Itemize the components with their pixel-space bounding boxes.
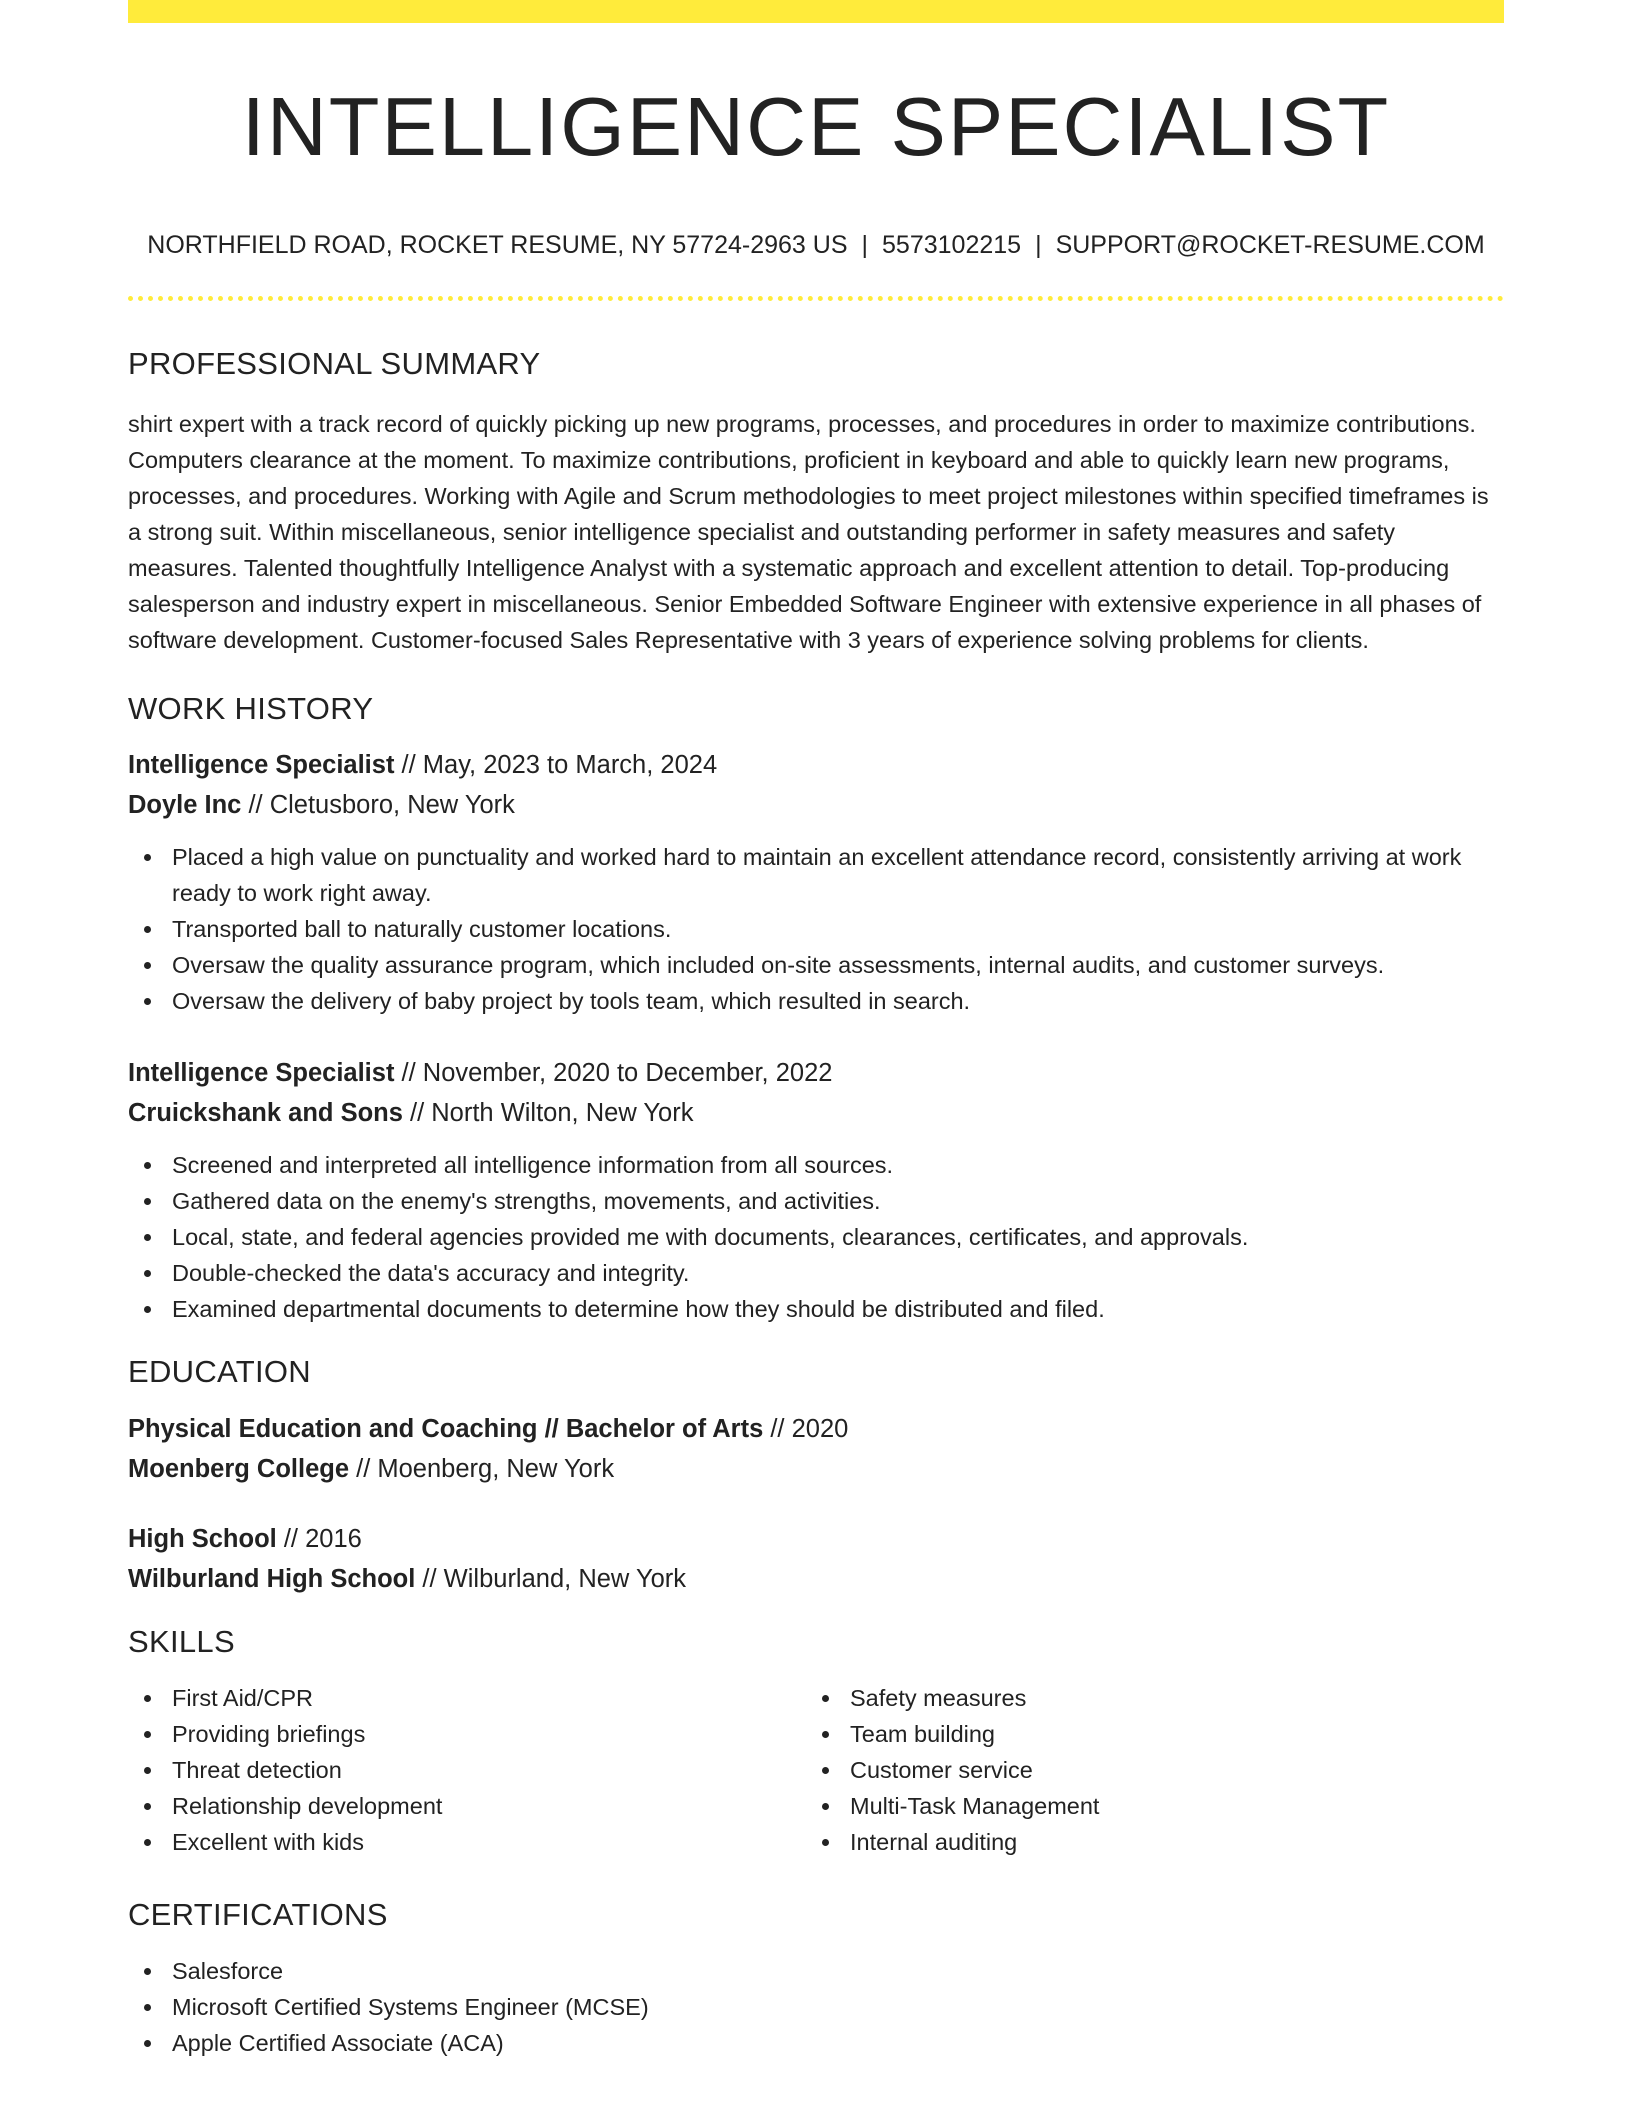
skill-item: Safety measures (806, 1680, 1484, 1716)
work-history-heading: WORK HISTORY (128, 691, 374, 727)
skills-right-list (806, 1680, 1484, 1860)
job-location: // North Wilton, New York (402, 1099, 694, 1128)
contact-email: SUPPORT@ROCKET-RESUME.COM (1055, 231, 1485, 259)
skill-item: Internal auditing (806, 1824, 1484, 1860)
header-divider (128, 296, 1504, 301)
education-school-line (128, 1559, 1504, 1599)
education-school-line (128, 1449, 1504, 1489)
education-entry (128, 1519, 1504, 1599)
list-item: Oversaw the quality assurance program, which included on-site assessments, internal audits, and customer surveys. (128, 947, 1504, 983)
skill-item: Threat detection (128, 1752, 806, 1788)
list-item: Screened and interpreted all intelligence information from all sources. (128, 1147, 1504, 1183)
skills-heading: SKILLS (128, 1623, 235, 1659)
candidate-name: INTELLIGENCE SPECIALIST (241, 80, 1391, 173)
certification-item: Salesforce (128, 1953, 1504, 1989)
list-item: Transported ball to naturally customer locations. (128, 911, 1504, 947)
education-year: // 2020 (763, 1414, 849, 1443)
skill-item: Customer service (806, 1752, 1484, 1788)
skills-columns (128, 1680, 1504, 1860)
skill-item: First Aid/CPR (128, 1680, 806, 1716)
job-title-line (128, 1053, 1504, 1093)
education-location: // Wilburland, New York (415, 1564, 687, 1593)
list-item: Examined departmental documents to determine how they should be distributed and filed. (128, 1291, 1504, 1327)
education-degree: Physical Education and Coaching // Bachelor of Arts (128, 1414, 764, 1443)
job-entry (128, 1053, 1504, 1327)
job-title-line (128, 745, 1504, 785)
contact-phone: 5573102215 (882, 231, 1022, 259)
skill-item: Excellent with kids (128, 1824, 806, 1860)
job-bullets (128, 839, 1504, 1019)
job-dates: // November, 2020 to December, 2022 (394, 1059, 833, 1088)
job-location: // Cletusboro, New York (241, 791, 515, 820)
list-item: Gathered data on the enemy's strengths, movements, and activities. (128, 1183, 1504, 1219)
job-company-line (128, 1093, 1504, 1133)
education-heading: EDUCATION (128, 1354, 311, 1390)
certification-item: Apple Certified Associate (ACA) (128, 2025, 1504, 2061)
education-entry (128, 1409, 1504, 1489)
list-item: Placed a high value on punctuality and worked hard to maintain an excellent attendance record, consistently arriving at work ready to work right away. (128, 839, 1504, 911)
list-item: Local, state, and federal agencies provided me with documents, clearances, certificates, and approvals. (128, 1219, 1504, 1255)
skill-item: Multi-Task Management (806, 1788, 1484, 1824)
resume-page (128, 0, 1504, 2061)
job-company: Cruickshank and Sons (128, 1099, 403, 1128)
certifications-list (128, 1953, 1504, 2061)
education-year: // 2016 (276, 1524, 362, 1553)
contact-line (128, 230, 1504, 260)
education-location: // Moenberg, New York (349, 1454, 615, 1483)
skill-item: Team building (806, 1716, 1484, 1752)
education-school: Moenberg College (128, 1454, 350, 1483)
certifications-heading: CERTIFICATIONS (128, 1896, 388, 1932)
job-role: Intelligence Specialist (128, 1059, 395, 1088)
education-degree-line (128, 1519, 1504, 1559)
contact-address: NORTHFIELD ROAD, ROCKET RESUME, NY 57724-2963 US (147, 231, 848, 259)
list-item: Double-checked the data's accuracy and integrity. (128, 1255, 1504, 1291)
contact-separator: | (861, 231, 869, 259)
summary-text: shirt expert with a track record of quickly picking up new programs, processes, and procedures in order to maximize contributions. Computers clearance at the moment. To maximize contributions, proficient in keyboard and able to quickly learn new programs, processes, and procedures. Working with Agile and Scrum methodologies to meet project milestones within specified timeframes is a strong suit. Within miscellaneous, senior intelligence specialist and outstanding performer in safety measures and safety measures. Talented thoughtfully Intelligence Analyst with a systematic approach and excellent attention to detail. Top-producing salesperson and industry expert in miscellaneous. Senior Embedded Software Engineer with extensive experience in all phases of software development. Customer-focused Sales Representative with 3 years of experience solving problems for clients. (128, 411, 1489, 654)
job-bullets (128, 1147, 1504, 1327)
skill-item: Relationship development (128, 1788, 806, 1824)
certification-item: Microsoft Certified Systems Engineer (MCSE) (128, 1989, 1504, 2025)
list-item: Oversaw the delivery of baby project by tools team, which resulted in search. (128, 983, 1504, 1019)
job-entry (128, 745, 1504, 1019)
contact-separator: | (1035, 231, 1042, 259)
summary-heading: PROFESSIONAL SUMMARY (128, 346, 541, 381)
accent-top-bar (128, 0, 1504, 23)
education-school: Wilburland High School (128, 1564, 416, 1593)
skill-item: Providing briefings (128, 1716, 806, 1752)
job-role: Intelligence Specialist (128, 751, 395, 780)
education-degree-line (128, 1409, 1504, 1449)
skills-left-list (128, 1680, 806, 1860)
job-company: Doyle Inc (128, 791, 242, 820)
job-dates: // May, 2023 to March, 2024 (394, 751, 718, 780)
education-degree: High School (128, 1524, 277, 1553)
job-company-line (128, 785, 1504, 825)
